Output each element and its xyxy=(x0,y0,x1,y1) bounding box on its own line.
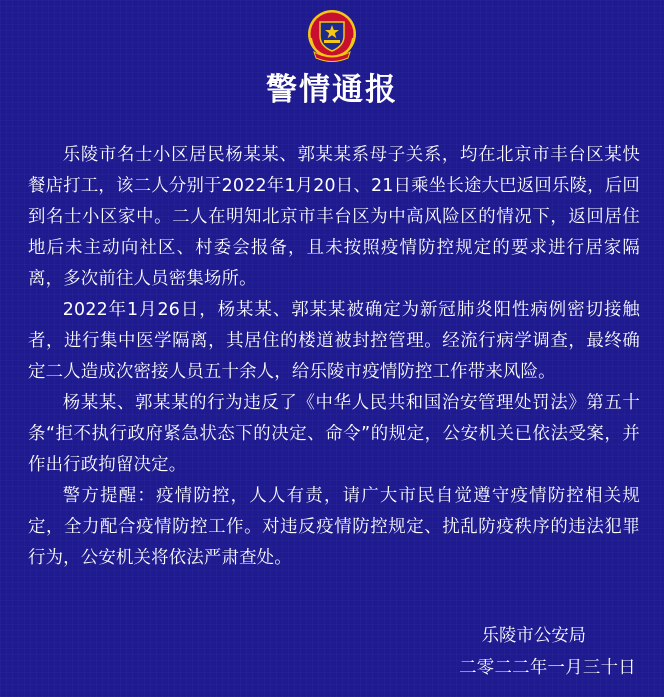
paragraph-1: 乐陵市名士小区居民杨某某、郭某某系母子关系，均在北京市丰台区某快餐店打工，该二人分别于2022年1月20日、21日乘坐长途大巴返回乐陵，后回到名士小区家中。二人在明知北京市丰台区为中高风险区的情况下，返回居住地后未主动向社区、村委会报备，且未按照疫情防控规定的要求进行居家隔离，多次前往人员密集场所。 xyxy=(28,145,640,289)
notice-body xyxy=(28,140,640,574)
signature-org: 乐陵市公安局 xyxy=(481,626,586,646)
paragraph-2: 2022年1月26日，杨某某、郭某某被确定为新冠肺炎阳性病例密切接触者，进行集中医学隔离，其居住的楼道被封控管理。经流行病学调查，最终确定二人造成次密接人员五十余人，给乐陵市疫情防控工作带来风险。 xyxy=(28,300,640,382)
paragraph-4: 警方提醒：疫情防控，人人有责，请广大市民自觉遵守疫情防控相关规定，全力配合疫情防控工作。对违反疫情防控规定、扰乱防疫秩序的违法犯罪行为，公安机关将依法严肃查处。 xyxy=(28,486,640,568)
police-emblem-icon xyxy=(304,8,360,64)
paragraph-3: 杨某某、郭某某的行为违反了《中华人民共和国治安管理处罚法》第五十条“拒不执行政府紧急状态下的决定、命令”的规定，公安机关已依法受案，并作出行政拘留决定。 xyxy=(28,393,640,475)
notice-title: 警情通报 xyxy=(266,72,398,108)
signature-date: 二零二二年一月三十日 xyxy=(459,658,636,678)
